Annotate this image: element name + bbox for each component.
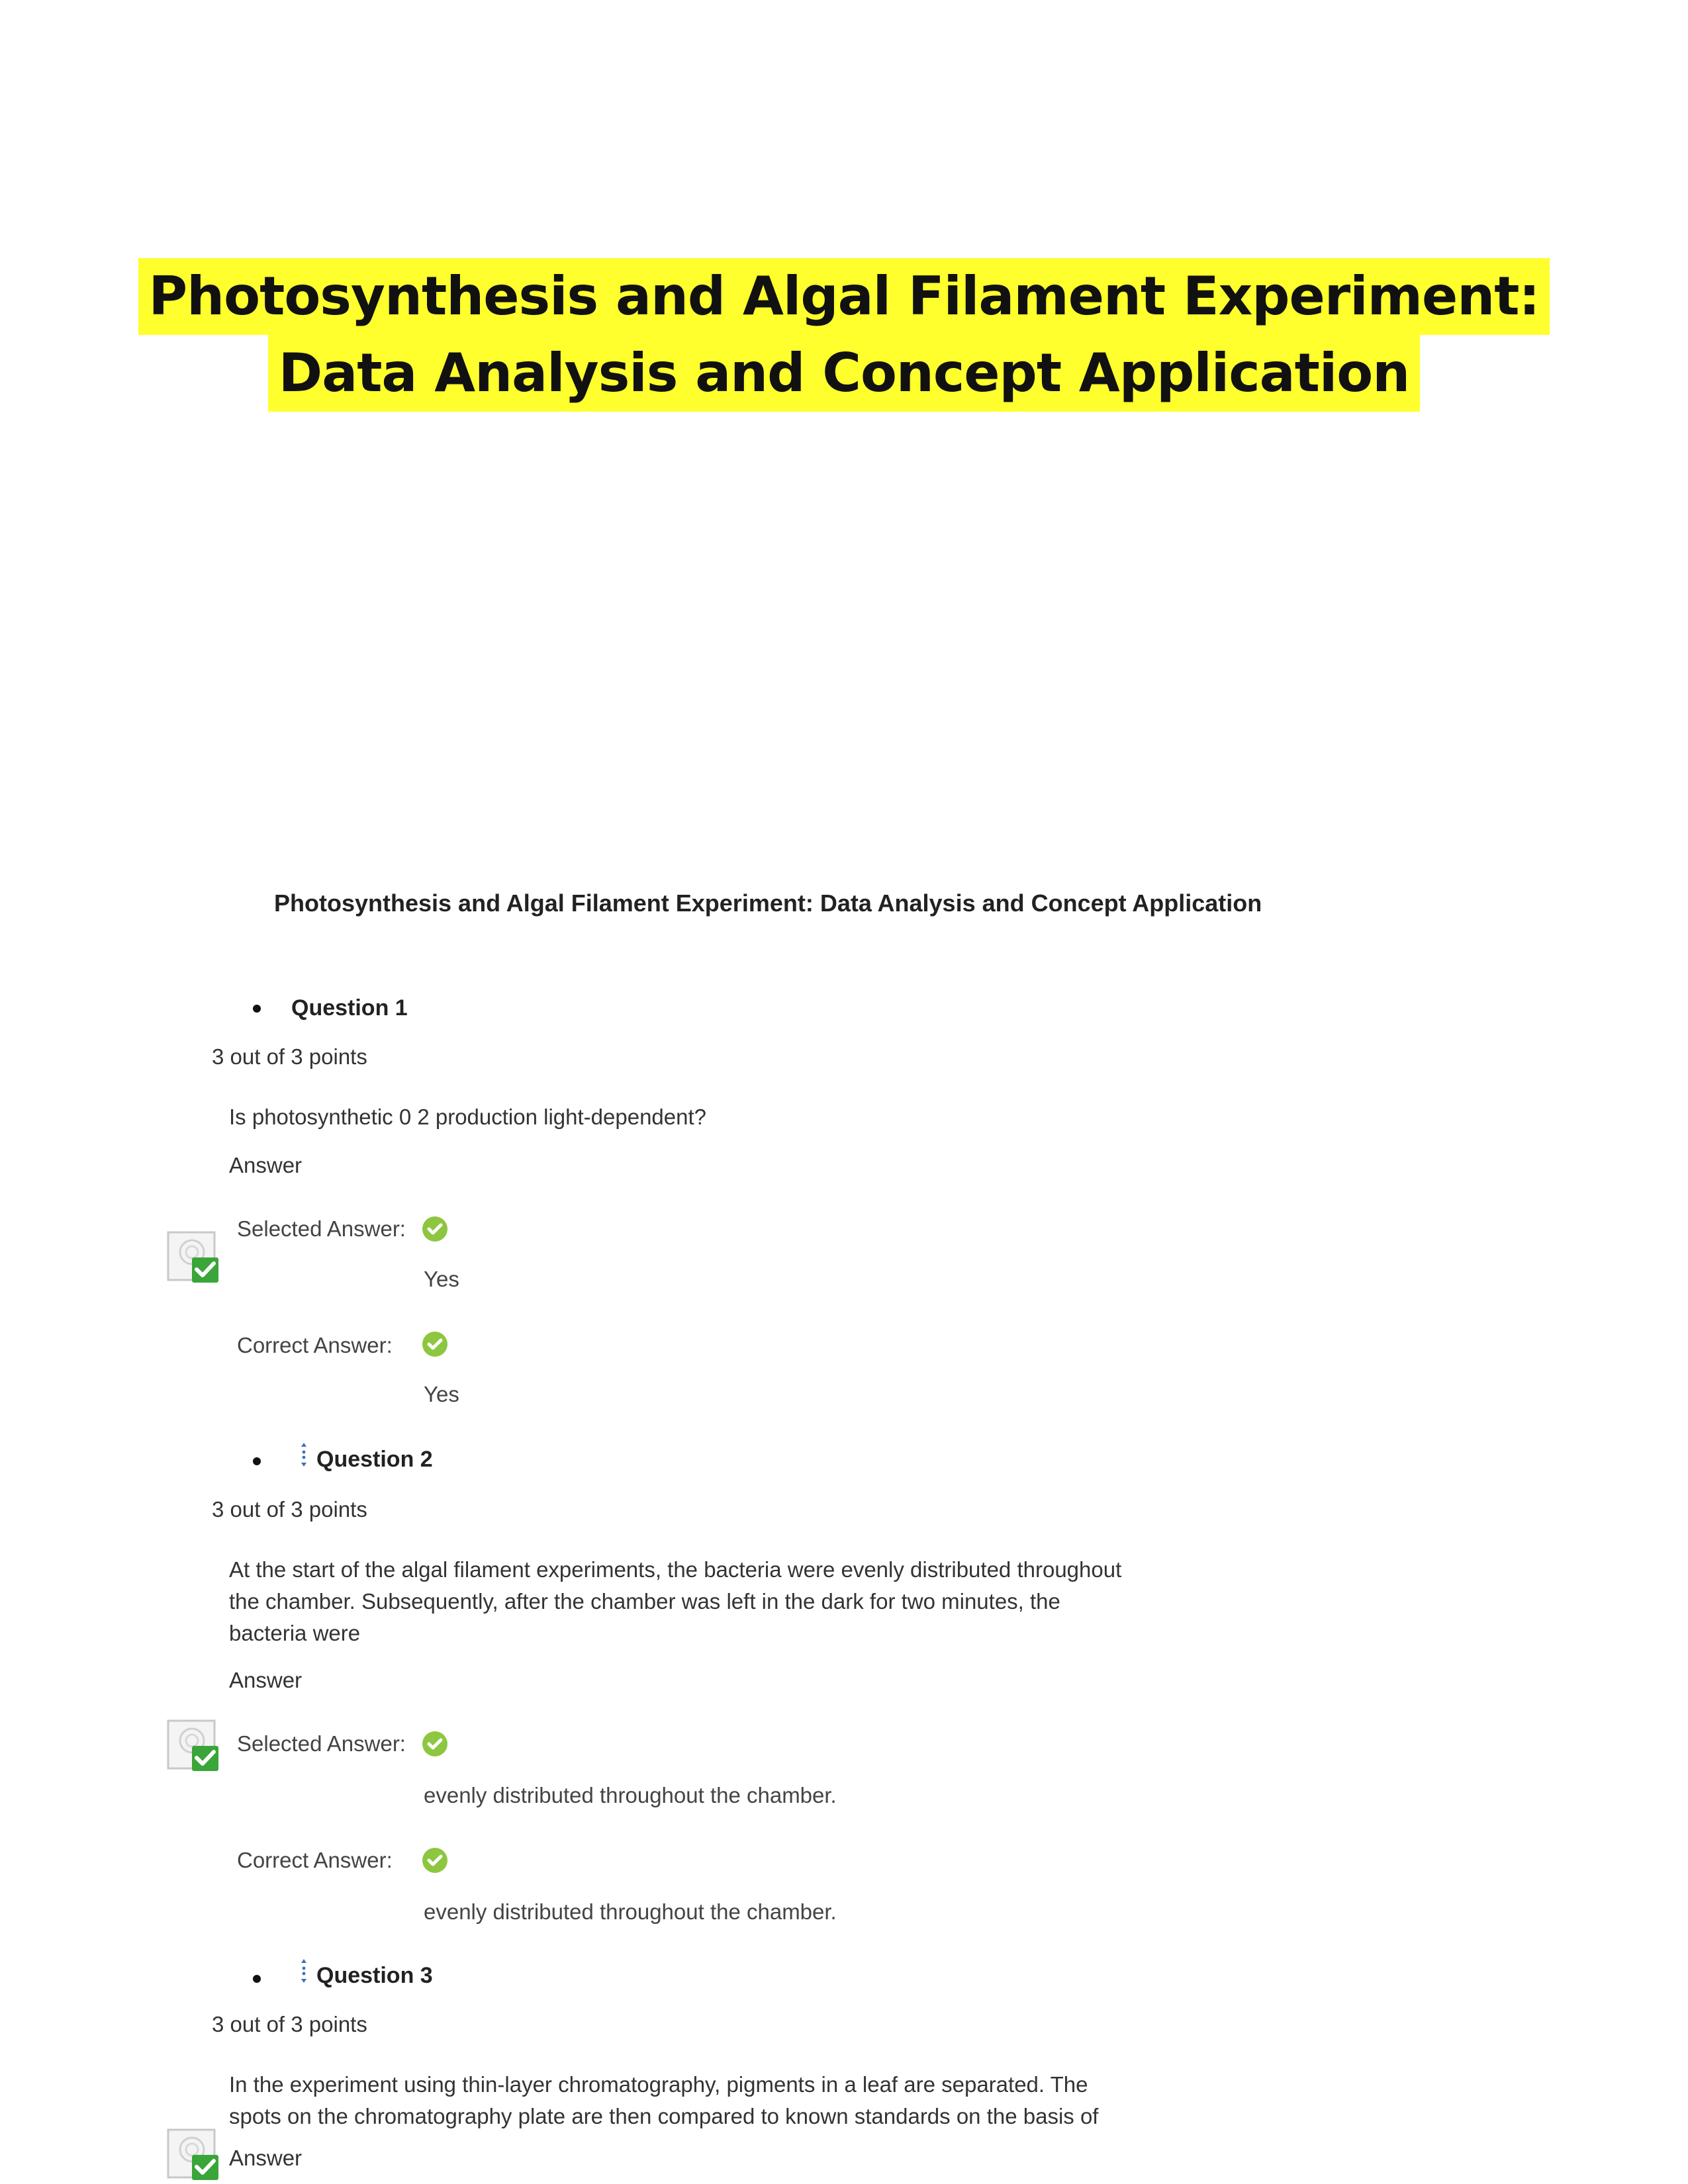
question-1-correct-label: Correct Answer: bbox=[237, 1333, 393, 1357]
drag-handle-icon[interactable] bbox=[299, 1958, 308, 1984]
question-1-points: 3 out of 3 points bbox=[212, 1044, 367, 1069]
bullet-icon bbox=[253, 1005, 261, 1013]
graded-correct-icon bbox=[165, 1228, 224, 1287]
question-3-title[interactable]: Question 3 bbox=[316, 1963, 433, 1988]
quiz-heading: Photosynthesis and Algal Filament Experiment: Data Analysis and Concept Application bbox=[274, 889, 1262, 917]
question-1-selected-answer: Yes bbox=[424, 1267, 459, 1291]
check-circle-icon bbox=[421, 1730, 449, 1758]
question-3-text-line-2: spots on the chromatography plate are then compared to known standards on the basis of bbox=[229, 2104, 1099, 2128]
question-2-text-line-2: the chamber. Subsequently, after the chamber was left in the dark for two minutes, the bbox=[229, 1589, 1060, 1614]
question-2-title[interactable]: Question 2 bbox=[316, 1447, 433, 1472]
question-2-text-line-3: bacteria were bbox=[229, 1621, 361, 1645]
bullet-icon bbox=[253, 1975, 261, 1983]
graded-correct-icon bbox=[165, 1717, 224, 1775]
question-1-text: Is photosynthetic 0 2 production light-dependent? bbox=[229, 1105, 707, 1129]
question-3-points: 3 out of 3 points bbox=[212, 2012, 367, 2036]
question-1-correct-answer: Yes bbox=[424, 1382, 459, 1406]
question-2-correct-label: Correct Answer: bbox=[237, 1848, 393, 1872]
drag-handle-icon[interactable] bbox=[299, 1441, 308, 1468]
check-circle-icon bbox=[421, 1215, 449, 1243]
question-2-text-line-1: At the start of the algal filament experiments, the bacteria were evenly distributed throughout bbox=[229, 1557, 1122, 1582]
question-2-correct-answer: evenly distributed throughout the chamber. bbox=[424, 1899, 837, 1924]
question-2-selected-answer: evenly distributed throughout the chamber. bbox=[424, 1783, 837, 1807]
document-title-line-1: Photosynthesis and Algal Filament Experiment: bbox=[138, 258, 1550, 335]
question-2-points: 3 out of 3 points bbox=[212, 1497, 367, 1522]
question-1-title[interactable]: Question 1 bbox=[291, 995, 408, 1021]
check-circle-icon bbox=[421, 1846, 449, 1874]
question-3-answer-label: Answer bbox=[229, 2146, 303, 2170]
question-3-text-line-1: In the experiment using thin-layer chromatography, pigments in a leaf are separated. The bbox=[229, 2072, 1088, 2097]
question-2-answer-label: Answer bbox=[229, 1668, 303, 1692]
question-3-text bbox=[229, 2069, 1209, 2132]
question-2-selected-label: Selected Answer: bbox=[237, 1731, 406, 1756]
graded-correct-icon bbox=[165, 2126, 224, 2184]
document-title-line-2: Data Analysis and Concept Application bbox=[268, 335, 1420, 412]
question-1-answer-label: Answer bbox=[229, 1153, 303, 1177]
question-1-selected-label: Selected Answer: bbox=[237, 1216, 406, 1241]
check-circle-icon bbox=[421, 1330, 449, 1358]
question-2-text bbox=[229, 1554, 1209, 1649]
bullet-icon bbox=[253, 1457, 261, 1465]
